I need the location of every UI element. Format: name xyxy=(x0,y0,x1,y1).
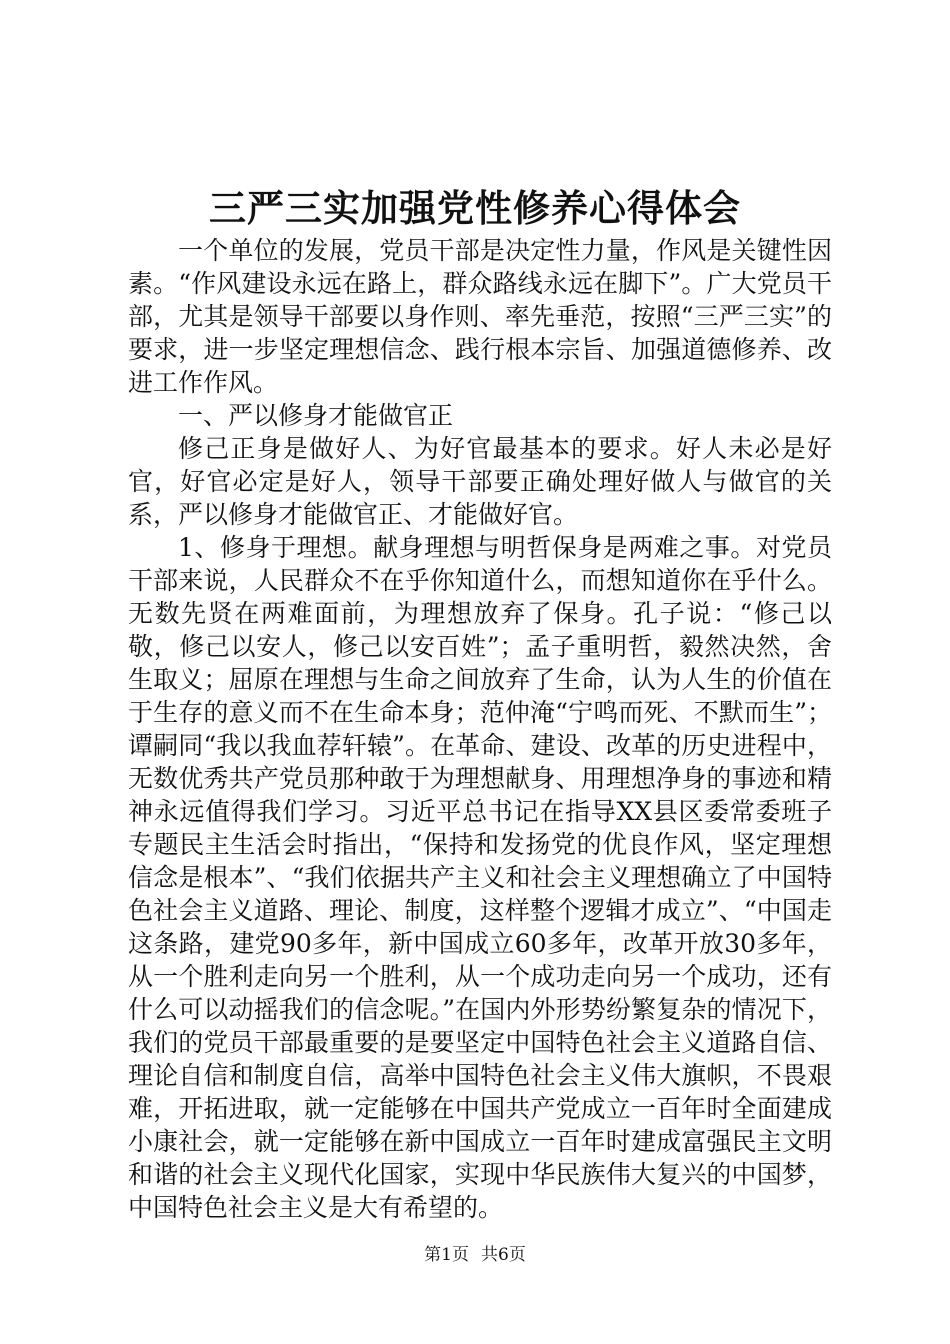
paragraph-self-cultivation: 修己正身是做好人、为好官最基本的要求。好人未必是好官，好官必定是好人，领导干部要正确处理好做人与做官的关系，严以修身才能做官正、才能做好官。 xyxy=(128,434,832,529)
paragraph-intro: 一个单位的发展，党员干部是决定性力量，作风是关键性因素。“作风建设永远在路上，群众路线永远在脚下”。广大党员干部，尤其是领导干部要以身作则、率先垂范，按照“三严三实”的要求，进一步坚定理想信念、践行根本宗旨、加强道德修养、改进工作作风。 xyxy=(128,236,832,397)
section-heading: 一、严以修身才能做官正 xyxy=(178,401,454,430)
document-body xyxy=(128,234,832,1224)
page-footer xyxy=(0,1244,950,1266)
paragraph-ideals: 1、修身于理想。献身理想与明哲保身是两难之事。对党员干部来说，人民群众不在乎你知道什么，而想知道你在乎什么。无数先贤在两难面前，为理想放弃了保身。孔子说：“修己以敬，修己以安人，修己以安百姓”；孟子重明哲，毅然决然，舍生取义；屈原在理想与生命之间放弃了生命，认为人生的价值在于生存的意义而不在生命本身；范仲淹“宁鸣而死、不默而生”；谭嗣同“我以我血荐轩辕”。在革命、建设、改革的历史进程中，无数优秀共产党员那种敢于为理想献身、用理想净身的事迹和精神永远值得我们学习。习近平总书记在指导XX县区委常委班子专题民主生活会时指出，“保持和发扬党的优良作风，坚定理想信念是根本”、“我们依据共产主义和社会主义理想确立了中国特色社会主义道路、理论、制度，这样整个逻辑才成立”、“中国走这条路，建党90多年，新中国成立60多年，改革开放30多年，从一个胜利走向另一个胜利，从一个成功走向另一个成功，还有什么可以动摇我们的信念呢。”在国内外形势纷繁复杂的情况下，我们的党员干部最重要的是要坚定中国特色社会主义道路自信、理论自信和制度自信，高举中国特色社会主义伟大旗帜，不畏艰难，开拓进取，就一定能够在中国共产党成立一百年时全面建成小康社会，就一定能够在新中国成立一百年时建成富强民主文明和谐的社会主义现代化国家，实现中华民族伟大复兴的中国梦，中国特色社会主义是大有希望的。 xyxy=(128,533,832,1222)
total-pages: 共6页 xyxy=(481,1245,526,1265)
document-title: 三严三实加强党性修养心得体会 xyxy=(209,186,741,230)
page-number: 第1页 xyxy=(424,1245,469,1265)
